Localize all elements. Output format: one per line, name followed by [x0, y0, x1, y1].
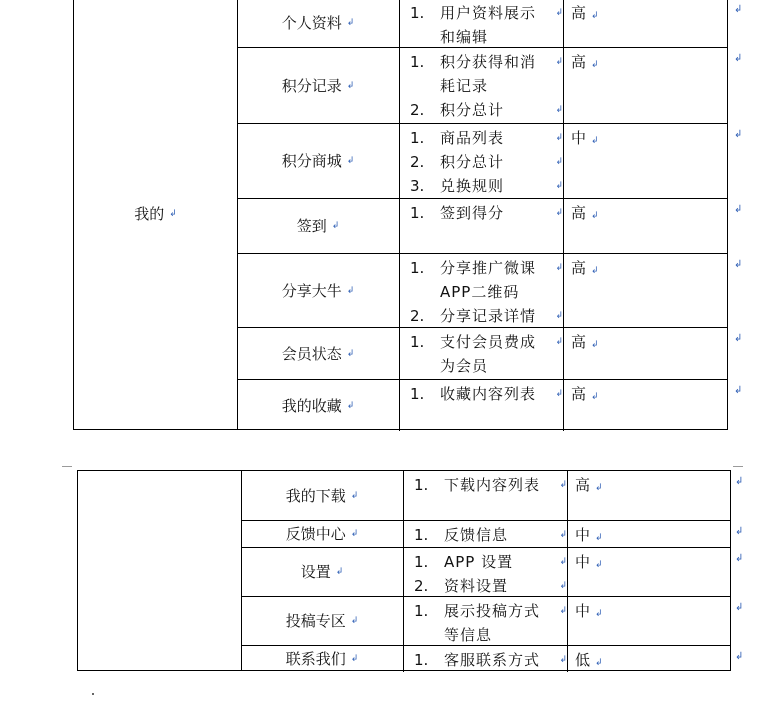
- list-text: 反馈信息: [444, 526, 509, 544]
- page-break-line: [733, 466, 743, 467]
- page-break-line: [62, 466, 72, 467]
- feature-name: 会员状态: [281, 344, 342, 363]
- table-row: [241, 597, 730, 646]
- priority-value: 高: [571, 333, 587, 351]
- group-label: 我的: [134, 205, 165, 223]
- feature-name: 联系我们: [285, 650, 346, 668]
- row-end-mark: ↲: [734, 4, 743, 15]
- list-item: 1. 下载内容列表 ↲: [414, 473, 567, 497]
- list-item: 1. 客服联系方式 ↲: [414, 648, 567, 672]
- feature-cell: 联系我们 ↲: [241, 646, 404, 672]
- list-item: 1. 签到得分 ↲: [410, 201, 563, 225]
- feature-cell: 分享大牛 ↲: [237, 254, 400, 327]
- feature-name: 分享大牛: [281, 281, 342, 300]
- items-cell: [400, 380, 564, 431]
- feature-table-bottom: [77, 470, 731, 671]
- feature-cell: 签到 ↲: [237, 199, 400, 253]
- items-cell: [400, 48, 564, 123]
- list-text: 用户资料展示和编辑: [440, 4, 537, 46]
- priority-cell: 中 ↲: [575, 602, 603, 620]
- feature-cell: 投稿专区 ↲: [241, 597, 404, 645]
- table-row: [237, 380, 727, 431]
- priority-value: 中: [575, 553, 591, 571]
- priority-value: 高: [571, 4, 587, 22]
- list-number: 1.: [410, 53, 425, 71]
- feature-cell: 我的收藏 ↲: [237, 380, 400, 431]
- feature-cell: 会员状态 ↲: [237, 328, 400, 379]
- priority-cell: 高 ↲: [571, 259, 599, 277]
- list-text: 支付会员费成为会员: [440, 333, 537, 375]
- list-item: 1. 反馈信息 ↲: [414, 523, 567, 547]
- page-dot: [92, 693, 94, 695]
- list-number: 1.: [414, 526, 429, 544]
- list-text: 签到得分: [440, 204, 505, 222]
- row-end-mark: ↲: [735, 553, 744, 564]
- list-text: 分享推广微课APP二维码: [440, 259, 537, 301]
- feature-name: 签到: [296, 217, 327, 235]
- table-row: [237, 48, 727, 124]
- items-cell: [404, 597, 568, 645]
- priority-cell: 高 ↲: [571, 333, 599, 351]
- feature-name: 反馈中心: [285, 525, 346, 543]
- priority-value: 高: [571, 53, 587, 71]
- list-number: 1.: [414, 553, 429, 571]
- list-item: 1. 展示投稿方式等信息 ↲: [414, 599, 567, 647]
- row-end-mark: ↲: [734, 53, 743, 64]
- table-row: [241, 521, 730, 548]
- list-text: 分享记录详情: [440, 307, 537, 325]
- priority-cell: 高 ↲: [571, 4, 599, 22]
- row-end-mark: ↲: [735, 602, 744, 613]
- group-label-cell: [78, 471, 241, 670]
- list-number: 1.: [410, 204, 425, 222]
- list-text: 收藏内容列表: [440, 385, 537, 403]
- row-end-mark: ↲: [734, 333, 743, 344]
- list-number: 1.: [410, 333, 425, 351]
- items-cell: [400, 328, 564, 379]
- priority-value: 高: [571, 385, 587, 403]
- list-item: 1. 收藏内容列表 ↲: [410, 382, 563, 406]
- table-row: [237, 328, 727, 380]
- list-text: 下载内容列表: [444, 476, 541, 494]
- list-item: 1. 商品列表 ↲: [410, 126, 563, 150]
- row-end-mark: ↲: [735, 651, 744, 662]
- priority-cell: 中 ↲: [575, 553, 603, 571]
- feature-cell: 我的下载 ↲: [241, 471, 404, 520]
- table-row: [237, 199, 727, 254]
- list-number: 1.: [410, 259, 425, 277]
- priority-value: 高: [571, 204, 587, 222]
- list-item: 3. 兑换规则 ↲: [410, 174, 563, 198]
- items-cell: [400, 254, 564, 327]
- priority-cell: 高 ↲: [571, 385, 599, 403]
- priority-value: 中: [575, 526, 591, 544]
- priority-cell: 中 ↲: [571, 129, 599, 147]
- priority-cell: 高 ↲: [571, 53, 599, 71]
- priority-value: 中: [571, 129, 587, 147]
- row-end-mark: ↲: [734, 385, 743, 396]
- list-number: 1.: [410, 129, 425, 147]
- feature-cell: 设置 ↲: [241, 548, 404, 596]
- table-row: [237, 0, 727, 48]
- table-row: [241, 548, 730, 597]
- list-number: 3.: [410, 177, 425, 195]
- list-text: 资料设置: [444, 577, 509, 595]
- priority-cell: 中 ↲: [575, 526, 603, 544]
- row-end-mark: ↲: [734, 259, 743, 270]
- items-cell: [400, 199, 564, 253]
- items-cell: [404, 521, 568, 547]
- feature-name: 积分商城: [281, 152, 342, 170]
- row-end-mark: ↲: [734, 129, 743, 140]
- priority-cell: 低 ↲: [575, 651, 603, 669]
- list-text: 兑换规则: [440, 177, 505, 195]
- priority-cell: 高 ↲: [575, 476, 603, 494]
- items-cell: [404, 646, 568, 672]
- items-cell: [404, 548, 568, 596]
- feature-table-top: [73, 0, 728, 430]
- feature-name: 积分记录: [281, 76, 342, 95]
- items-cell: [400, 124, 564, 198]
- list-item: 2. 积分总计 ↲: [410, 98, 563, 122]
- list-item: 1. 支付会员费成为会员 ↲: [410, 330, 563, 378]
- items-cell: [400, 0, 564, 47]
- row-end-mark: ↲: [735, 476, 744, 487]
- list-text: 积分总计: [440, 101, 505, 119]
- priority-value: 高: [571, 259, 587, 277]
- list-text: 积分获得和消耗记录: [440, 53, 537, 95]
- list-text: 积分总计: [440, 153, 505, 171]
- feature-cell: 积分商城 ↲: [237, 124, 400, 198]
- list-item: 2. 分享记录详情 ↲: [410, 304, 563, 328]
- list-text: 展示投稿方式等信息: [444, 602, 541, 644]
- list-number: 2.: [410, 153, 425, 171]
- list-item: 2. 积分总计 ↲: [410, 150, 563, 174]
- table-row: [241, 471, 730, 521]
- table-row: [237, 124, 727, 199]
- list-number: 2.: [414, 577, 429, 595]
- table-row: [237, 254, 727, 328]
- priority-value: 低: [575, 651, 591, 669]
- list-number: 2.: [410, 101, 425, 119]
- list-number: 2.: [410, 307, 425, 325]
- list-text: 商品列表: [440, 129, 505, 147]
- priority-value: 高: [575, 476, 591, 494]
- list-item: 1. 积分获得和消耗记录 ↲: [410, 50, 563, 98]
- feature-cell: 个人资料 ↲: [237, 0, 400, 47]
- feature-name: 个人资料: [281, 14, 342, 32]
- feature-name: 我的下载: [285, 486, 346, 505]
- list-text: 客服联系方式: [444, 651, 541, 669]
- list-item: 1. APP 设置 ↲: [414, 550, 567, 574]
- priority-value: 中: [575, 602, 591, 620]
- feature-name: 设置: [300, 563, 331, 581]
- list-number: 1.: [414, 602, 429, 620]
- list-item: 1. 分享推广微课APP二维码 ↲: [410, 256, 563, 304]
- list-text: APP 设置: [444, 553, 514, 571]
- feature-cell: 积分记录 ↲: [237, 48, 400, 123]
- row-end-mark: ↲: [734, 204, 743, 215]
- row-end-mark: ↲: [735, 526, 744, 537]
- list-number: 1.: [414, 651, 429, 669]
- list-item: 2. 资料设置 ↲: [414, 574, 567, 598]
- list-number: 1.: [414, 476, 429, 494]
- feature-cell: 反馈中心 ↲: [241, 521, 404, 547]
- items-cell: [404, 471, 568, 520]
- list-number: 1.: [410, 4, 425, 22]
- list-item: 1. 用户资料展示和编辑 ↲: [410, 1, 563, 49]
- group-label-cell: 我的 ↲: [74, 0, 237, 429]
- priority-cell: 高 ↲: [571, 204, 599, 222]
- feature-name: 我的收藏: [281, 396, 342, 415]
- list-number: 1.: [410, 385, 425, 403]
- feature-name: 投稿专区: [285, 612, 346, 630]
- table-row: [241, 646, 730, 672]
